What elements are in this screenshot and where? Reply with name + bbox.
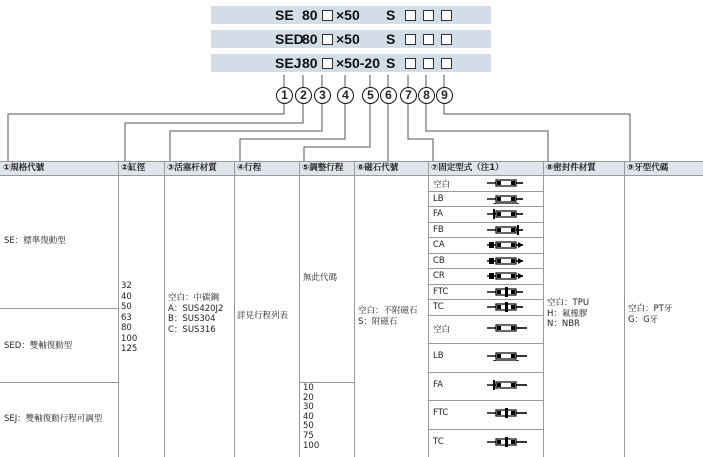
- mount-label: FA: [433, 209, 443, 219]
- mount-row: [429, 206, 543, 223]
- mount-label: FTC: [433, 286, 449, 297]
- circle-number-4: 4: [337, 87, 354, 104]
- mount-row: [429, 315, 543, 345]
- mount-icon: [487, 194, 525, 207]
- stroke-note: 詳見行程列表: [237, 311, 289, 321]
- magnet-options: 空白：不附磁石 S：附磁石: [358, 306, 418, 327]
- adjust-none: 無此代碼: [303, 273, 338, 283]
- mount-row: [429, 191, 543, 208]
- mount-row: [429, 299, 543, 316]
- circle-number-1: 1: [276, 87, 293, 104]
- adjust-values: 10 20 30 40 50 75 100: [303, 383, 320, 451]
- code-stroke: ×50: [336, 7, 360, 23]
- header-stroke: ④行程: [237, 163, 262, 173]
- header-mount: ⑦固定型式（注1）: [431, 163, 504, 173]
- mount-icon: [487, 256, 525, 269]
- mount-icon: [487, 287, 525, 300]
- mount-label: LB: [433, 193, 444, 204]
- mount-icon: [487, 240, 525, 253]
- mount-label: CA: [433, 240, 445, 250]
- spec-sej: SEJ：雙軸復動行程可調型: [4, 414, 103, 424]
- header-spec: ①規格代號: [3, 163, 45, 173]
- mount-icon: [487, 437, 529, 450]
- circle-number-5: 5: [362, 87, 379, 104]
- mount-row: [429, 429, 543, 457]
- seal-options: 空白：TPU H：氟橡膠 N：NBR: [547, 298, 590, 329]
- mount-label: CR: [433, 271, 445, 281]
- mount-row: [429, 284, 543, 301]
- thread-options: 空白：PT牙 G：G牙: [628, 304, 673, 325]
- mount-row: [429, 400, 543, 430]
- header-seal: ⑧密封件材質: [546, 163, 596, 173]
- mount-row: [429, 222, 543, 239]
- circle-number-7: 7: [400, 87, 417, 104]
- column-divider: [543, 162, 544, 457]
- circle-number-3: 3: [314, 87, 331, 104]
- mount-icon: [487, 408, 529, 421]
- mount-row: [429, 253, 543, 270]
- mount-label: TC: [433, 436, 444, 447]
- header-bore: ②缸徑: [121, 163, 146, 173]
- column-divider: [164, 162, 165, 457]
- code-bore: 80: [302, 55, 318, 71]
- column-divider: [624, 162, 625, 457]
- column-divider: [299, 162, 300, 457]
- table-header: [0, 161, 703, 176]
- mount-icon: [487, 178, 525, 191]
- code-prefix: SEJ: [275, 55, 302, 71]
- code-s: S: [386, 7, 396, 23]
- mount-icon: [487, 225, 525, 238]
- header-rod: ③活塞杆材質: [167, 163, 217, 173]
- mount-label: LB: [433, 351, 444, 362]
- connector-lines: [0, 0, 703, 162]
- code-prefix: SE: [275, 7, 294, 23]
- mount-icon: [487, 302, 525, 315]
- code-bore: 80: [302, 31, 318, 47]
- mount-label: 空白: [433, 324, 451, 335]
- circle-number-6: 6: [380, 87, 397, 104]
- code-stroke: ×50: [336, 31, 360, 47]
- bore-list: 32 40 50 63 80 100 125: [121, 281, 138, 354]
- mount-row: [429, 343, 543, 373]
- circle-number-8: 8: [418, 87, 435, 104]
- mount-icon: [487, 351, 529, 364]
- mount-icon: [487, 271, 525, 284]
- mount-label: TC: [433, 302, 444, 312]
- code-prefix: SED: [275, 31, 304, 47]
- mount-icon: [487, 380, 529, 393]
- mount-label: CB: [433, 255, 445, 266]
- column-divider: [234, 162, 235, 457]
- mount-label: FB: [433, 224, 444, 235]
- mount-label: 空白: [433, 180, 451, 190]
- column-divider: [118, 162, 119, 457]
- mount-icon: [487, 323, 529, 336]
- mount-label: FA: [433, 379, 443, 390]
- header-magnet: ⑥磁石代號: [357, 163, 399, 173]
- code-stroke: ×50-20: [336, 55, 380, 71]
- circle-number-2: 2: [295, 87, 312, 104]
- mount-row: [429, 268, 543, 285]
- code-bore: 80: [302, 7, 318, 23]
- mount-row: [429, 175, 543, 192]
- row-divider: [0, 382, 118, 383]
- mount-icon: [487, 209, 525, 222]
- circle-number-9: 9: [436, 87, 453, 104]
- header-thread: ⑨牙型代碼: [627, 163, 669, 173]
- header-adjust: ⑤調整行程: [302, 163, 344, 173]
- rod-material: 空白：中碳鋼 A：SUS420J2 B：SUS304 C：SUS316: [168, 293, 224, 335]
- mount-row: [429, 237, 543, 254]
- code-s: S: [386, 55, 396, 71]
- row-divider: [0, 308, 118, 309]
- spec-sed: SED：雙軸復動型: [4, 341, 73, 351]
- mount-row: [429, 372, 543, 402]
- code-s: S: [386, 31, 396, 47]
- mount-label: FTC: [433, 408, 449, 419]
- spec-se: SE：標準復動型: [4, 236, 66, 246]
- column-divider: [354, 162, 355, 457]
